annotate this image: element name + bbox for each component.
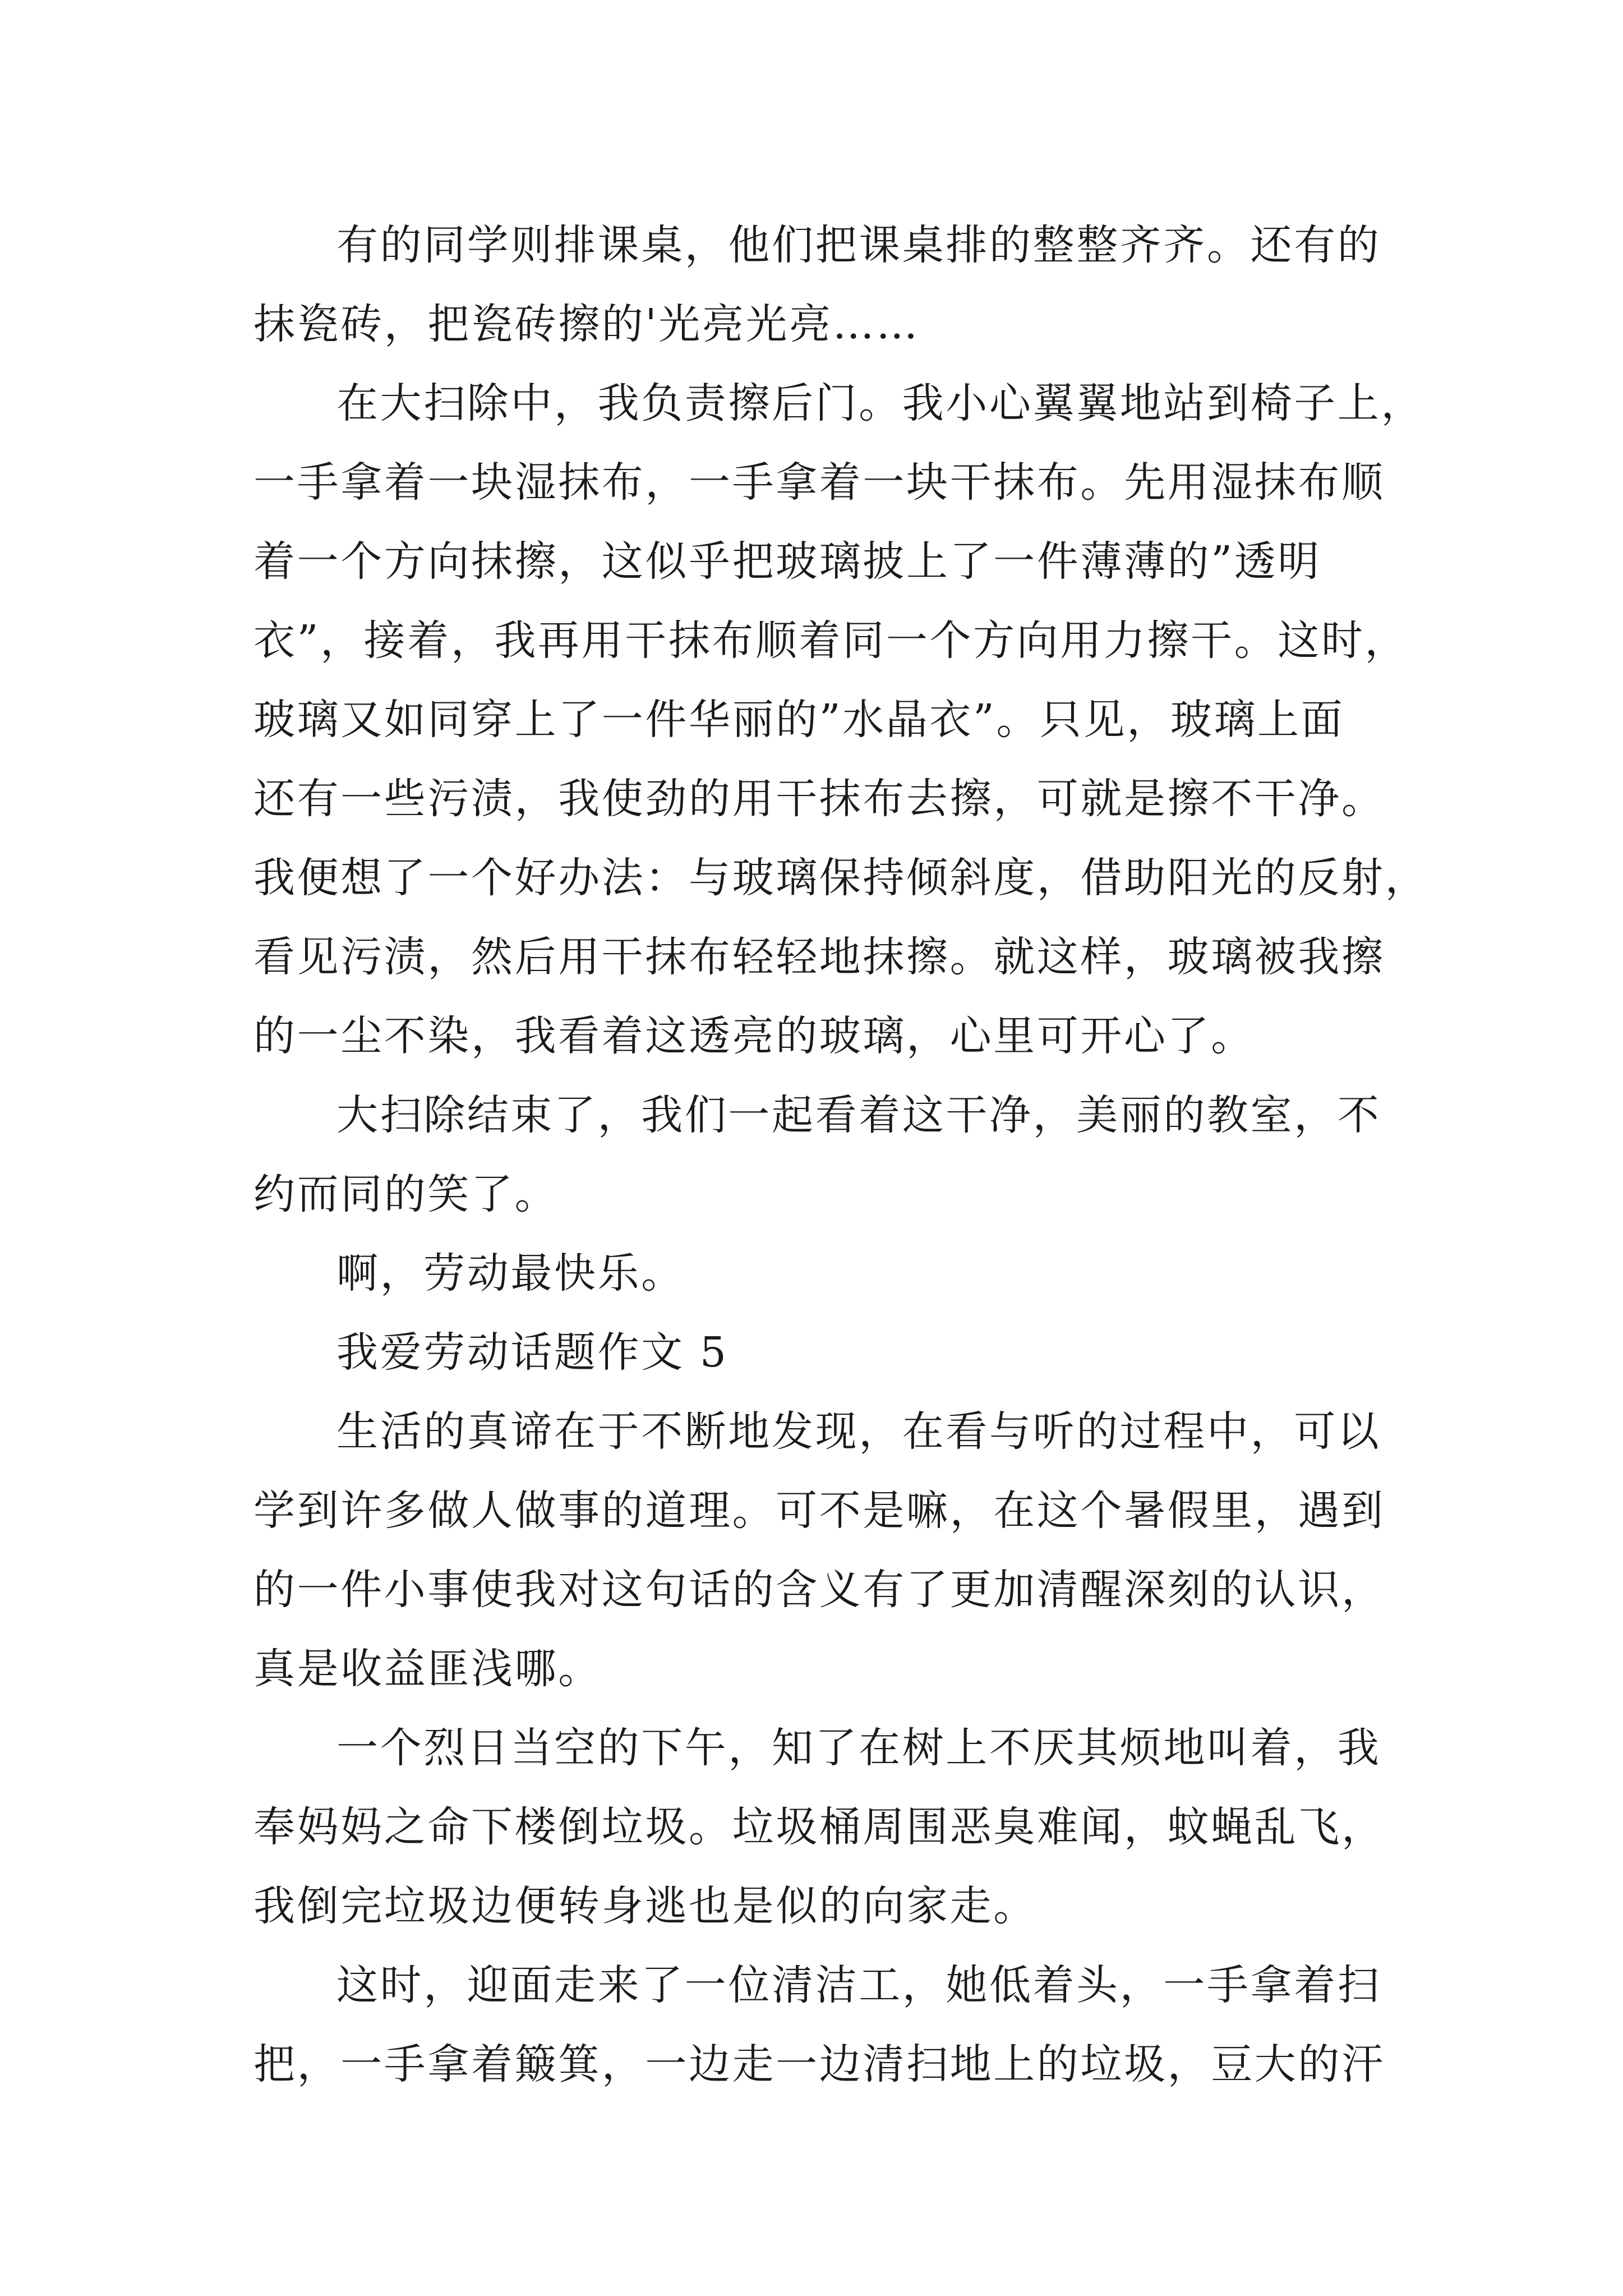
paragraph xyxy=(253,1392,1459,1709)
text-line: 看见污渍，然后用干抹布轻轻地抹擦。就这样，玻璃被我擦 xyxy=(253,933,1385,981)
text-line: 这时，迎面走来了一位清洁工，她低着头，一手拿着扫 xyxy=(336,1961,1381,2009)
text-line: 真是收益匪浅哪。 xyxy=(253,1645,602,1693)
paragraph xyxy=(253,1946,1459,2104)
text-line: 玻璃又如同穿上了一件华丽的”水晶衣”。只见，玻璃上面 xyxy=(253,696,1345,744)
text-line: 抹瓷砖，把瓷砖擦的'光亮光亮…… xyxy=(253,300,920,348)
text-line: 奉妈妈之命下楼倒垃圾。垃圾桶周围恶臭难闻，蚊蝇乱飞， xyxy=(253,1803,1385,1851)
text-line: 学到许多做人做事的道理。可不是嘛，在这个暑假里，遇到 xyxy=(253,1487,1385,1535)
text-line: 一手拿着一块湿抹布，一手拿着一块干抹布。先用湿抹布顺 xyxy=(253,458,1385,507)
text-line: 我倒完垃圾边便转身逃也是似的向家走。 xyxy=(253,1882,1037,1930)
section-heading xyxy=(253,1313,1459,1392)
text-line: 我便想了一个好办法：与玻璃保持倾斜度，借助阳光的反射， xyxy=(253,854,1429,902)
text-line: 生活的真谛在于不断地发现，在看与听的过程中，可以 xyxy=(336,1407,1381,1456)
document-body xyxy=(253,206,1459,2104)
text-line: 的一件小事使我对这句话的含义有了更加清醒深刻的认识， xyxy=(253,1566,1385,1614)
text-line: 衣”，接着，我再用干抹布顺着同一个方向用力擦干。这时， xyxy=(253,616,1409,665)
text-line: 的一尘不染，我看着这透亮的玻璃，心里可开心了。 xyxy=(253,1012,1255,1060)
text-line: 啊，劳动最快乐。 xyxy=(336,1249,685,1297)
text-line: 大扫除结束了，我们一起看着这干净，美丽的教室，不 xyxy=(336,1091,1381,1139)
text-line: 一个烈日当空的下午，知了在树上不厌其烦地叫着，我 xyxy=(336,1724,1381,1772)
text-line: 把，一手拿着簸箕，一边走一边清扫地上的垃圾，豆大的汗 xyxy=(253,2040,1385,2088)
text-line: 有的同学则排课桌，他们把课桌排的整整齐齐。还有的 xyxy=(336,221,1381,269)
text-line: 我爱劳动话题作文 5 xyxy=(336,1328,728,1377)
text-line: 约而同的笑了。 xyxy=(253,1170,559,1218)
text-line: 着一个方向抹擦，这似乎把玻璃披上了一件薄薄的”透明 xyxy=(253,537,1321,586)
paragraph xyxy=(253,206,1459,364)
paragraph xyxy=(253,364,1459,1076)
text-line: 在大扫除中，我负责擦后门。我小心翼翼地站到椅子上， xyxy=(336,379,1424,427)
paragraph xyxy=(253,1709,1459,1946)
paragraph xyxy=(253,1076,1459,1234)
text-line: 还有一些污渍，我使劲的用干抹布去擦，可就是擦不干净。 xyxy=(253,775,1385,823)
paragraph xyxy=(253,1234,1459,1313)
